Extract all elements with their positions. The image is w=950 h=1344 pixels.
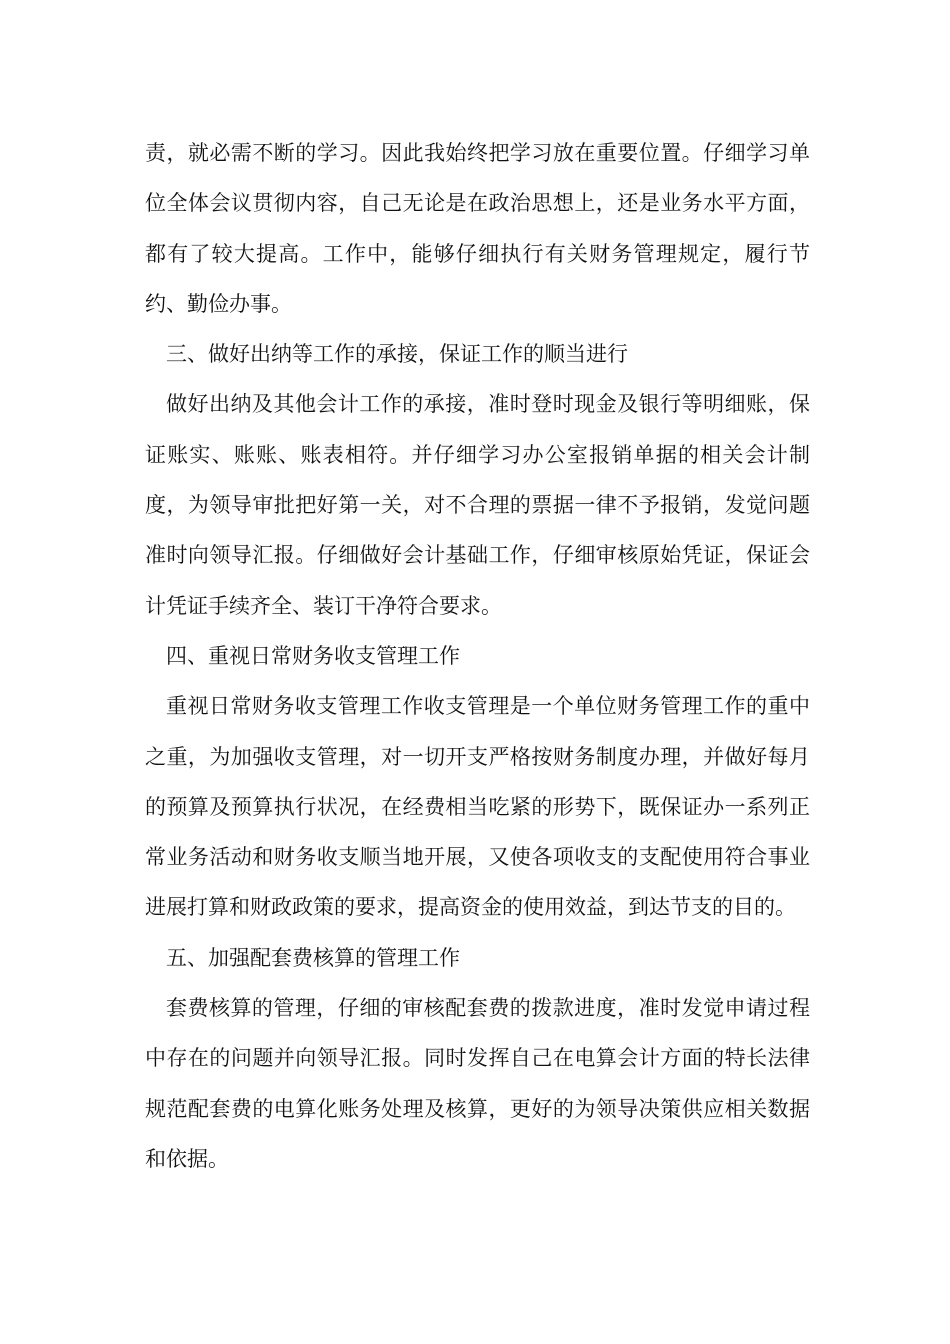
section-heading-5: 五、加强配套费核算的管理工作: [166, 945, 460, 970]
document-body: [145, 128, 810, 1184]
section-heading-4: 四、重视日常财务收支管理工作: [166, 643, 460, 668]
paragraph-study: 责，就必需不断的学习。因此我始终把学习放在重要位置。仔细学习单位全体会议贯彻内容，自己无论是在政治思想上，还是业务水平方面，都有了较大提高。工作中，能够仔细执行有关财务管理规定，履行节约、勤俭办事。: [145, 141, 810, 316]
paragraph-fees: 套费核算的管理，仔细的审核配套费的拨款进度，准时发觉申请过程中存在的问题并向领导汇报。同时发挥自己在电算会计方面的特长法律规范配套费的电算化账务处理及核算，更好的为领导决策供应相关数据和依据。: [145, 996, 810, 1171]
section-heading-3: 三、做好出纳等工作的承接，保证工作的顺当进行: [166, 342, 628, 367]
paragraph-cashier: 做好出纳及其他会计工作的承接，准时登时现金及银行等明细账，保证账实、账账、账表相符。并仔细学习办公室报销单据的相关会计制度，为领导审批把好第一关，对不合理的票据一律不予报销，发觉问题准时向领导汇报。仔细做好会计基础工作，仔细审核原始凭证，保证会计凭证手续齐全、装订干净符合要求。: [145, 392, 810, 618]
paragraph-finance: 重视日常财务收支管理工作收支管理是一个单位财务管理工作的重中之重，为加强收支管理，对一切开支严格按财务制度办理，并做好每月的预算及预算执行状况，在经费相当吃紧的形势下，既保证办一系列正常业务活动和财务收支顺当地开展，又使各项收支的支配使用符合事业进展打算和财政政策的要求，提高资金的使用效益，到达节支的目的。: [145, 694, 810, 920]
